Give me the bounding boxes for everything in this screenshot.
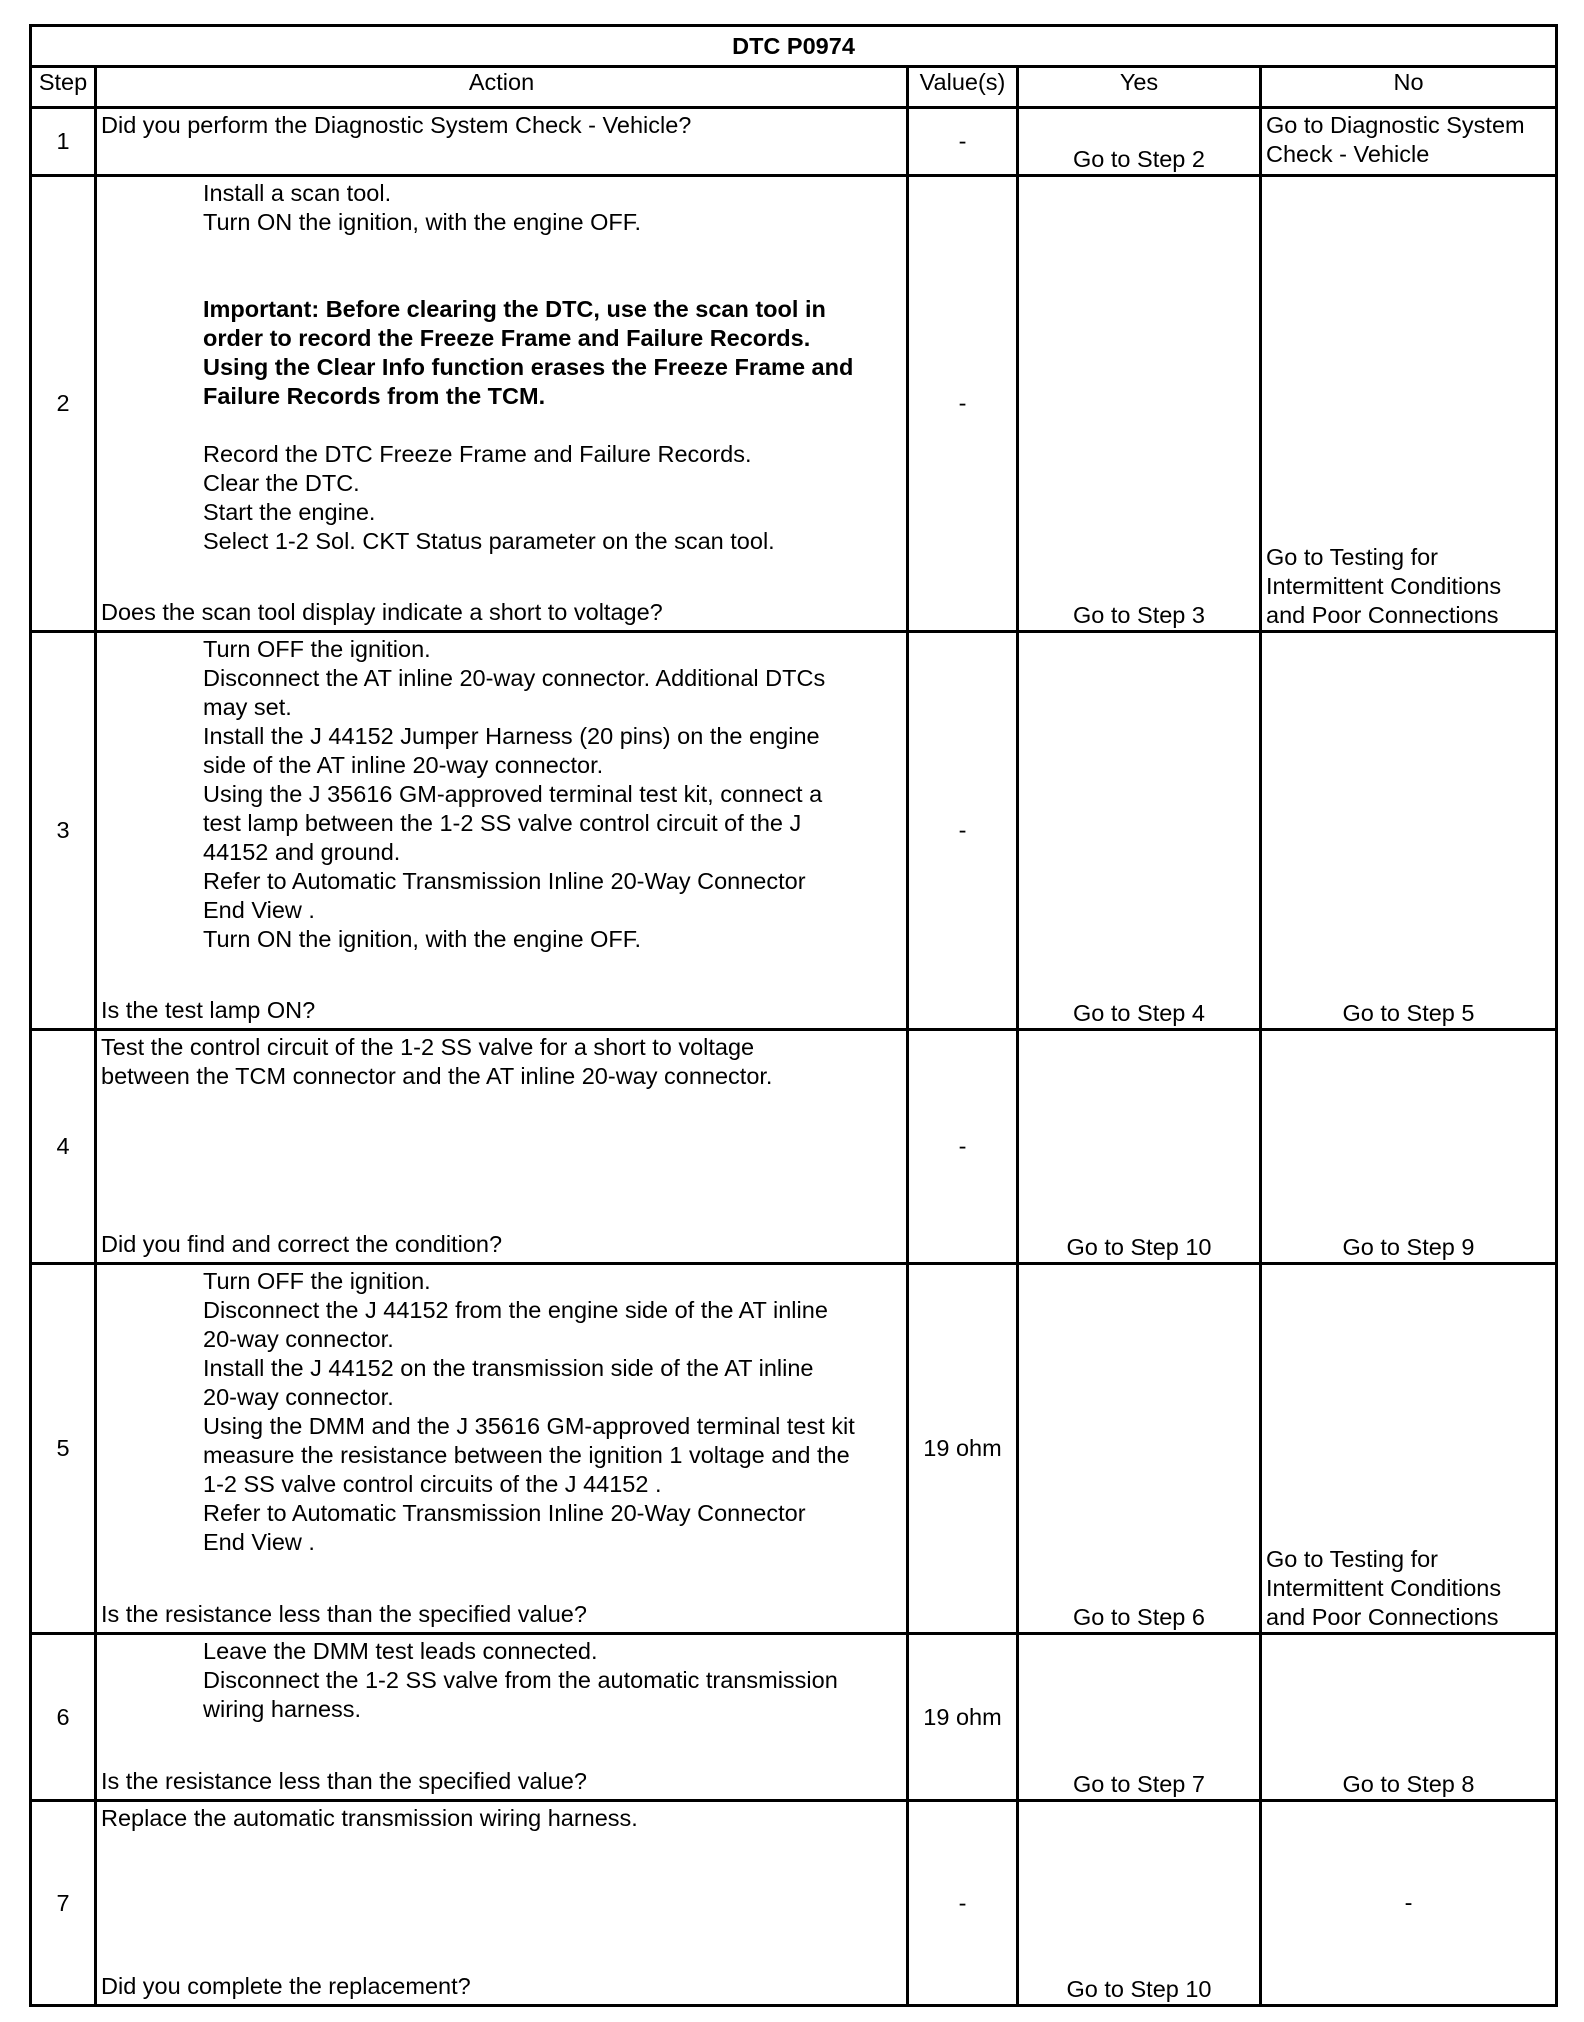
no-cell	[1261, 1264, 1557, 1634]
action-cell	[96, 108, 908, 176]
step-question: Did you find and correct the condition?	[101, 1231, 503, 1257]
action-cell	[96, 1801, 908, 2006]
yes-link[interactable]: Go to Step 3	[1073, 602, 1205, 628]
no-link-line[interactable]: Go to Diagnostic System	[1266, 112, 1525, 138]
table-row	[31, 176, 1557, 632]
instruction-line: Disconnect the AT inline 20-way connector. Additional DTCs	[203, 665, 826, 691]
no-cell	[1261, 632, 1557, 1030]
table-row	[31, 108, 1557, 176]
instruction-line: Turn OFF the ignition.	[203, 1268, 431, 1294]
dtc-table	[29, 24, 1558, 2007]
instruction-line: End View .	[203, 1529, 315, 1555]
instruction-line: Leave the DMM test leads connected.	[203, 1638, 598, 1664]
instruction-line: 44152 and ground.	[203, 839, 401, 865]
step-question: Did you perform the Diagnostic System Check - Vehicle?	[101, 112, 692, 138]
no-link-line[interactable]: Go to Testing for	[1266, 544, 1438, 570]
value-cell: 19 ohm	[908, 1264, 1018, 1634]
instruction-line: Install the J 44152 Jumper Harness (20 pins) on the engine	[203, 723, 820, 749]
header-no: No	[1261, 67, 1557, 108]
header-action: Action	[96, 67, 908, 108]
instruction-line: Install the J 44152 on the transmission side of the AT inline	[203, 1355, 814, 1381]
dtc-table-sheet	[29, 24, 1555, 2007]
table-row	[31, 632, 1557, 1030]
table-row	[31, 1030, 1557, 1264]
yes-link[interactable]: Go to Step 4	[1073, 1000, 1205, 1026]
action-cell	[96, 632, 908, 1030]
step-number: 7	[31, 1801, 96, 2006]
value-cell: -	[908, 176, 1018, 632]
value-cell: -	[908, 632, 1018, 1030]
table-title: DTC P0974	[31, 26, 1557, 67]
no-link[interactable]: Go to Step 5	[1342, 1000, 1475, 1026]
no-cell	[1261, 176, 1557, 632]
instruction-line: wiring harness.	[203, 1696, 362, 1722]
instruction-line: Start the engine.	[203, 499, 376, 525]
instruction-line: Record the DTC Freeze Frame and Failure Records.	[203, 441, 752, 467]
step-question: Is the resistance less than the specified value?	[101, 1601, 587, 1627]
no-link-line[interactable]: Go to Testing for	[1266, 1546, 1438, 1572]
instruction-line: Using the J 35616 GM-approved terminal test kit, connect a	[203, 781, 823, 807]
action-cell	[96, 176, 908, 632]
instruction-line: side of the AT inline 20-way connector.	[203, 752, 604, 778]
instruction-line: Disconnect the J 44152 from the engine side of the AT inline	[203, 1297, 828, 1323]
yes-cell	[1018, 1030, 1261, 1264]
instruction-line: 20-way connector.	[203, 1326, 394, 1352]
no-link-line[interactable]: and Poor Connections	[1266, 1604, 1499, 1630]
step-number: 3	[31, 632, 96, 1030]
instruction-line: End View .	[203, 897, 315, 923]
table-row	[31, 1801, 1557, 2006]
important-note-line: Using the Clear Info function erases the Freeze Frame and	[203, 354, 854, 380]
no-link-line[interactable]: Intermittent Conditions	[1266, 573, 1502, 599]
no-cell	[1261, 1801, 1557, 2006]
table-row	[31, 1634, 1557, 1801]
yes-cell	[1018, 1801, 1261, 2006]
instruction-line: Test the control circuit of the 1-2 SS valve for a short to voltage	[101, 1034, 755, 1060]
step-question: Did you complete the replacement?	[101, 1973, 471, 1999]
no-link[interactable]: Go to Step 9	[1342, 1234, 1475, 1260]
value-cell: -	[908, 108, 1018, 176]
instruction-line: Turn ON the ignition, with the engine OFF.	[203, 926, 642, 952]
step-number: 5	[31, 1264, 96, 1634]
value-cell: -	[908, 1030, 1018, 1264]
instruction-line: between the TCM connector and the AT inline 20-way connector.	[101, 1063, 773, 1089]
instruction-line: Install a scan tool.	[203, 180, 392, 206]
instruction-line: Refer to Automatic Transmission Inline 20-Way Connector	[203, 868, 806, 894]
step-number: 2	[31, 176, 96, 632]
instruction-line: measure the resistance between the ignition 1 voltage and the	[203, 1442, 850, 1468]
action-cell	[96, 1634, 908, 1801]
yes-cell	[1018, 108, 1261, 176]
important-note-line: order to record the Freeze Frame and Failure Records.	[203, 325, 811, 351]
yes-cell	[1018, 632, 1261, 1030]
step-number: 6	[31, 1634, 96, 1801]
instruction-line: test lamp between the 1-2 SS valve control circuit of the J	[203, 810, 802, 836]
instruction-line: Replace the automatic transmission wiring harness.	[101, 1805, 638, 1831]
action-cell	[96, 1264, 908, 1634]
header-step: Step	[31, 67, 96, 108]
yes-cell	[1018, 1634, 1261, 1801]
instruction-line: Turn OFF the ignition.	[203, 636, 431, 662]
table-row	[31, 1264, 1557, 1634]
yes-link[interactable]: Go to Step 7	[1073, 1771, 1205, 1797]
no-link-line[interactable]: and Poor Connections	[1266, 602, 1499, 628]
yes-link[interactable]: Go to Step 2	[1073, 146, 1205, 172]
step-question: Is the test lamp ON?	[101, 997, 316, 1023]
step-number: 4	[31, 1030, 96, 1264]
no-cell	[1261, 108, 1557, 176]
instruction-line: may set.	[203, 694, 292, 720]
instruction-line: Using the DMM and the J 35616 GM-approved terminal test kit	[203, 1413, 855, 1439]
step-question: Is the resistance less than the specified value?	[101, 1768, 587, 1794]
no-link-line[interactable]: Intermittent Conditions	[1266, 1575, 1502, 1601]
instruction-line: Disconnect the 1-2 SS valve from the automatic transmission	[203, 1667, 838, 1693]
no-link[interactable]: Go to Step 8	[1342, 1771, 1475, 1797]
header-yes: Yes	[1018, 67, 1261, 108]
instruction-line: Select 1-2 Sol. CKT Status parameter on the scan tool.	[203, 528, 775, 554]
important-note-line: Important: Before clearing the DTC, use the scan tool in	[203, 296, 826, 322]
value-cell: -	[908, 1801, 1018, 2006]
yes-cell	[1018, 1264, 1261, 1634]
step-number: 1	[31, 108, 96, 176]
important-note-line: Failure Records from the TCM.	[203, 383, 546, 409]
yes-link[interactable]: Go to Step 6	[1073, 1604, 1205, 1630]
no-link: -	[1404, 1889, 1413, 1916]
yes-cell	[1018, 176, 1261, 632]
action-cell	[96, 1030, 908, 1264]
instruction-line: 20-way connector.	[203, 1384, 394, 1410]
no-link-line[interactable]: Check - Vehicle	[1266, 141, 1430, 167]
header-values: Value(s)	[908, 67, 1018, 108]
no-cell	[1261, 1030, 1557, 1264]
value-cell: 19 ohm	[908, 1634, 1018, 1801]
instruction-line: Clear the DTC.	[203, 470, 360, 496]
yes-link[interactable]: Go to Step 10	[1066, 1234, 1212, 1260]
no-cell	[1261, 1634, 1557, 1801]
step-question: Does the scan tool display indicate a short to voltage?	[101, 599, 663, 625]
instruction-line: Refer to Automatic Transmission Inline 20-Way Connector	[203, 1500, 806, 1526]
yes-link[interactable]: Go to Step 10	[1066, 1976, 1212, 2002]
instruction-line: Turn ON the ignition, with the engine OFF.	[203, 209, 642, 235]
instruction-line: 1-2 SS valve control circuits of the J 44152 .	[203, 1471, 662, 1497]
